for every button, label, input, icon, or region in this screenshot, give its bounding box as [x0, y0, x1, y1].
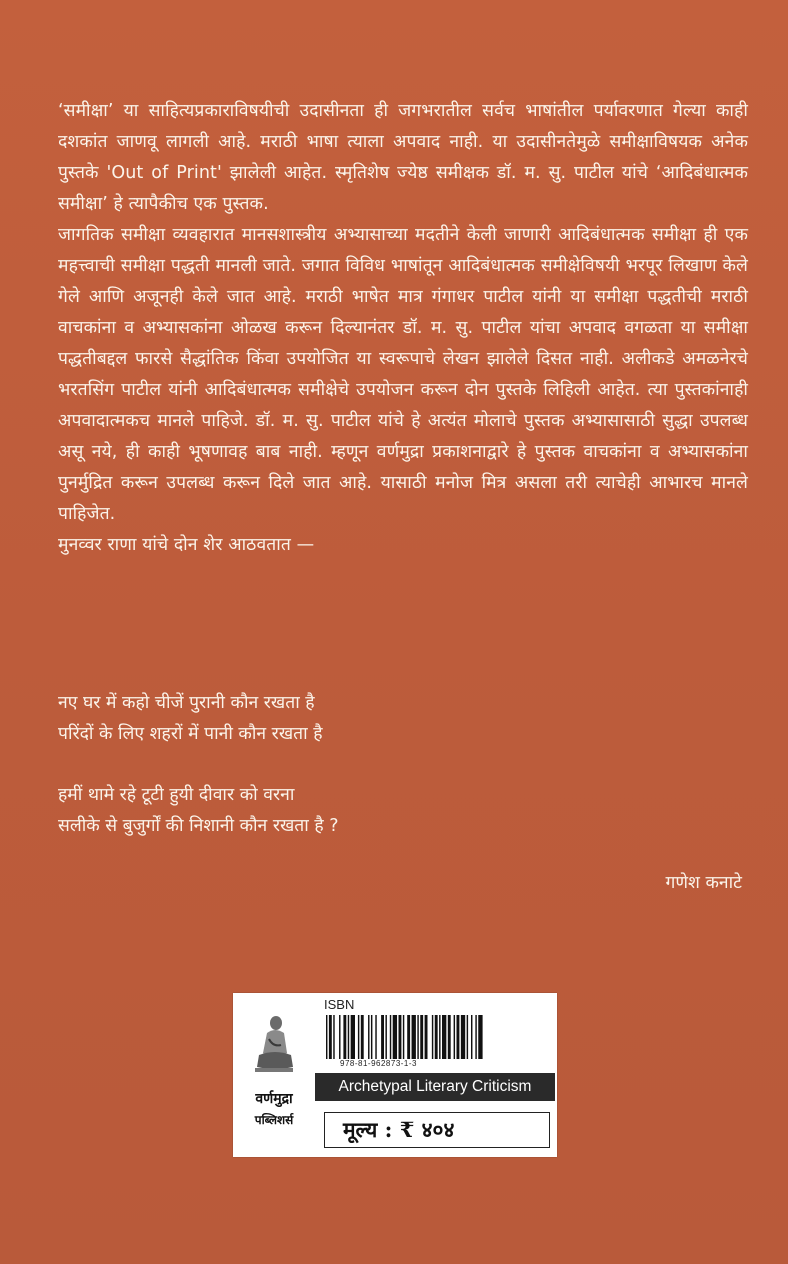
blurb-text — [58, 96, 748, 561]
author-signature: गणेश कनाटे — [665, 873, 742, 893]
isbn-number: 978-81-962873-1-3 — [340, 1059, 417, 1068]
blurb-paragraph-3: मुनव्वर राणा यांचे दोन शेर आठवतात — — [58, 535, 315, 555]
price-box: मूल्य : ₹ ४०४ — [324, 1112, 550, 1148]
poem-line: परिंदों के लिए शहरों में पानी कौन रखता है — [58, 724, 323, 744]
publisher-subtitle: पब्लिशर्स — [254, 1113, 294, 1127]
blurb-paragraph-2: जागतिक समीक्षा व्यवहारात मानसशास्त्रीय अभ्यासाच्या मदतीने केली जाणारी आदिबंधात्मक समीक्षा ही एक महत्त्वाची समीक्षा पद्धती मानली जाते. जगात विविध भाषांतून आदिबंधात्मक समीक्षेविषयी भरपूर लिखाण केले गेले आणि अजूनही केले जात आहे. मराठी भाषेत मात्र गंगाधर पाटील यांनी या समीक्षा पद्धतीची मराठी वाचकांना व अभ्यासकांना ओळख करून दिल्यानंतर डॉ. म. सु. पाटील यांचा अपवाद वगळता या समीक्षा पद्धतीबद्दल फारसे सैद्धांतिक किंवा उपयोजित या स्वरूपाचे लेखन झालेले दिसत नाही. अलीकडे अमळनेरचे भरतसिंग पाटील यांनी आदिबंधात्मक समीक्षेचे उपयोजन करून दोन पुस्तके लिहिली आहेत. त्या पुस्तकांनाही अपवादात्मकच मानले पाहिजे. डॉ. म. सु. पाटील यांचे हे अत्यंत मोलाचे पुस्तक अभ्यासासाठी सुद्धा उपलब्ध असू नये, ही काही भूषणावह बाब नाही. म्हणून वर्णमुद्रा प्रकाशनाद्वारे हे पुस्तक वाचकांना व अभ्यासकांना पुनर्मुद्रित करून उपलब्ध करून दिले जात आहे. यासाठी मनोज मित्र असला तरी त्याचेही आभारच मानले पाहिजेत. — [58, 225, 748, 524]
poem-line: नए घर में कहो चीजें पुरानी कौन रखता है — [58, 693, 315, 713]
barcode — [324, 1015, 549, 1059]
poem-line: हमीं थामे रहे टूटी हुयी दीवार को वरना — [58, 785, 295, 805]
publisher-name: वर्णमुद्रा — [255, 1091, 293, 1107]
seated-figure-logo-icon — [253, 1013, 295, 1073]
isbn-label: ISBN — [324, 997, 355, 1012]
book-title-bar: Archetypal Literary Criticism — [315, 1073, 555, 1101]
blurb-paragraph-1: ‘समीक्षा’ या साहित्यप्रकाराविषयीची उदासीनता ही जगभरातील सर्वच भाषांतील पर्यावरणात गेल्या काही दशकांत जाणवू लागली आहे. मराठी भाषा त्याला अपवाद नाही. या उदासीनतेमुळे समीक्षाविषयक अनेक पुस्तके 'Out of Print' झालेली आहेत. स्मृतिशेष ज्येष्ठ समीक्षक डॉ. म. सु. पाटील यांचे ‘आदिबंधात्मक समीक्षा’ हे त्यापैकीच एक पुस्तक. — [58, 101, 748, 214]
poem-stanza-2 — [58, 780, 658, 842]
poem-line: सलीके से बुजुर्गों की निशानी कौन रखता है ? — [58, 816, 339, 836]
publisher-logo-area — [233, 993, 315, 1157]
publisher-box — [233, 993, 557, 1157]
poem-stanza-1 — [58, 688, 658, 750]
